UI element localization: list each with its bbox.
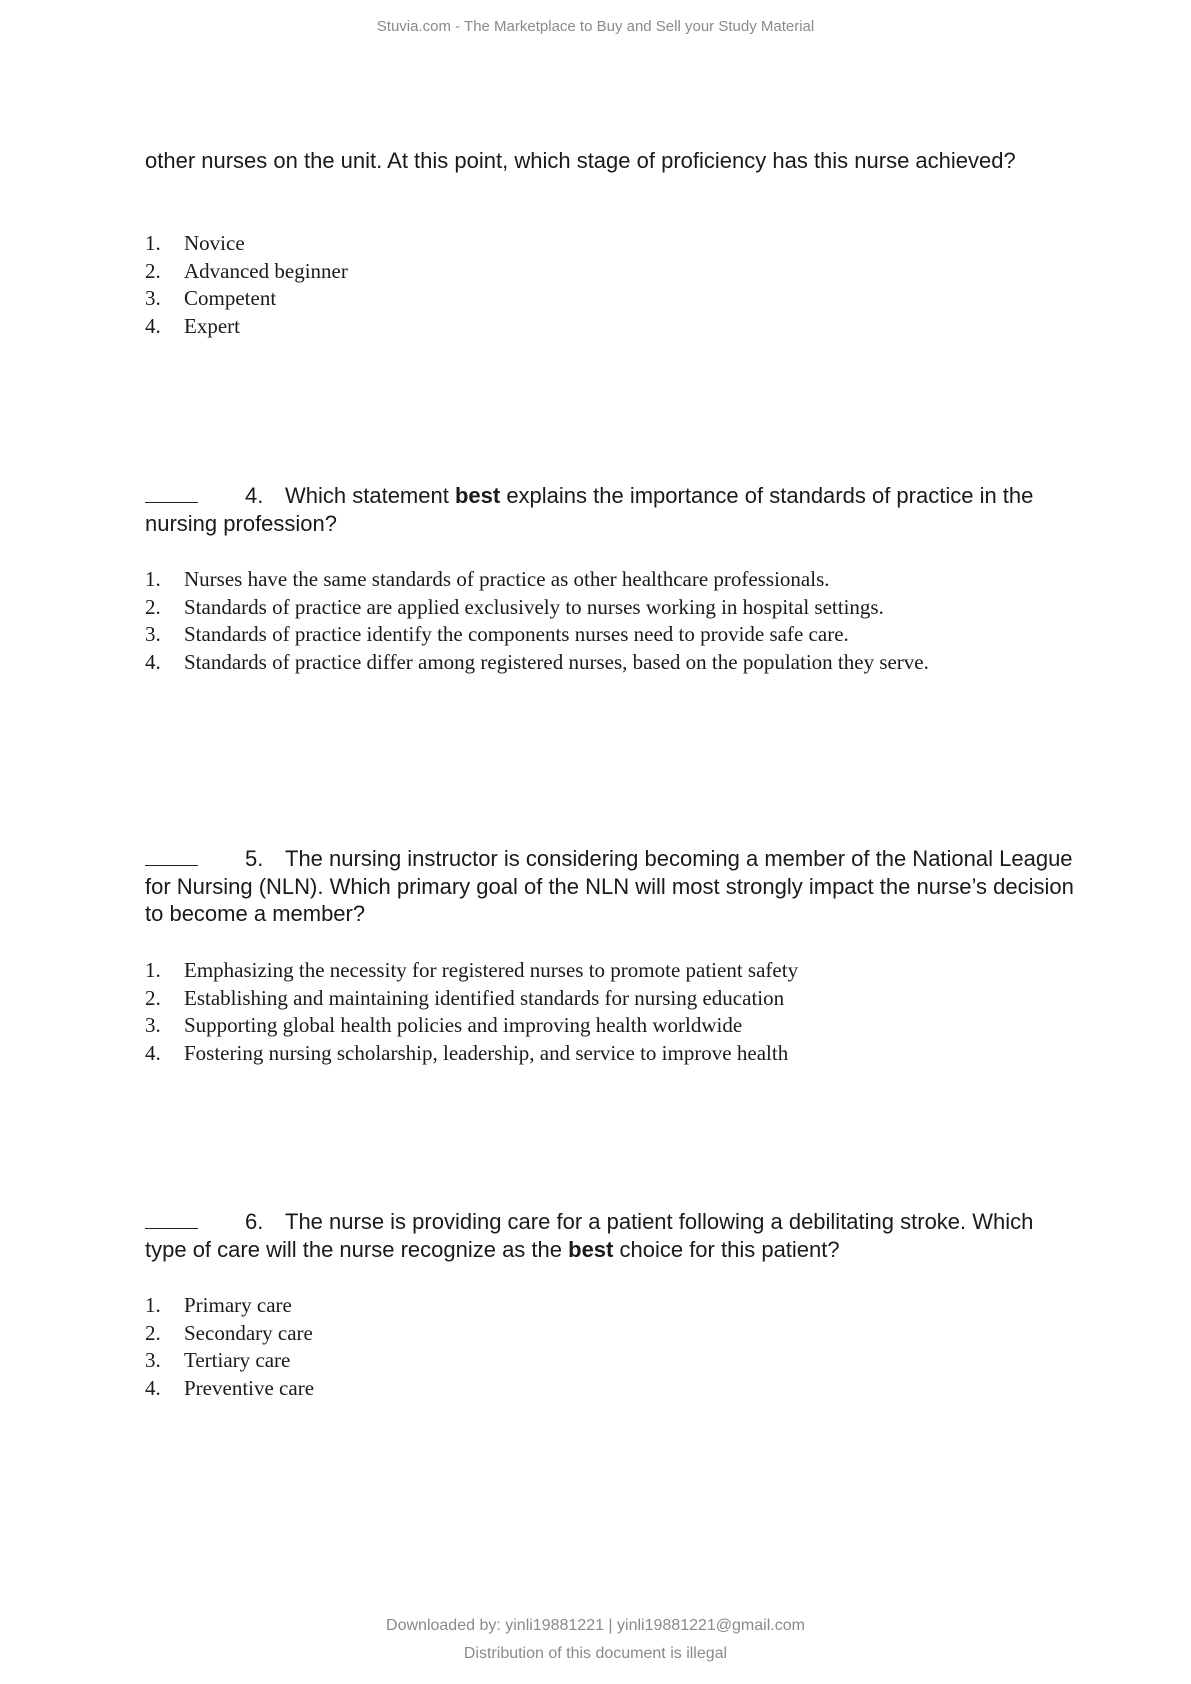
option: 2. Establishing and maintaining identified standards for nursing education bbox=[145, 985, 785, 1010]
question-5: 5. The nursing instructor is considering becoming a member of the National League for Nursing (NLN). Which primary goal of the NLN will most strongly impact the nurse’s decision to become a member? bbox=[145, 846, 1074, 926]
answer-blank bbox=[145, 1208, 198, 1229]
options-list-q3 bbox=[145, 230, 1005, 340]
option: 3. Tertiary care bbox=[145, 1348, 291, 1373]
option: 3. Supporting global health policies and improving health worldwide bbox=[145, 1013, 743, 1038]
option: 3. Competent bbox=[145, 286, 277, 311]
option: 2. Advanced beginner bbox=[145, 258, 348, 283]
answer-blank bbox=[145, 482, 198, 503]
option: 1. Emphasizing the necessity for registered nurses to promote patient safety bbox=[145, 958, 799, 982]
question-4: 4. Which statement best explains the importance of standards of practice in the nursing profession? bbox=[145, 483, 1034, 536]
footer-legal-notice: Distribution of this document is illegal bbox=[463, 1645, 728, 1662]
option: 2. Standards of practice are applied exclusively to nurses working in hospital settings. bbox=[145, 594, 884, 619]
question-6: 6. The nurse is providing care for a patient following a debilitating stroke. Which type of care will the nurse recognize as the best choice for this patient? bbox=[145, 1209, 1034, 1262]
options-list-q5 bbox=[145, 957, 1005, 1067]
option: 2. Secondary care bbox=[145, 1320, 313, 1345]
options-list-q4 bbox=[145, 566, 1005, 676]
page-header: Stuvia.com - The Marketplace to Buy and Sell your Study Material bbox=[376, 18, 815, 35]
option: 4. Preventive care bbox=[145, 1375, 315, 1400]
option: 1. Nurses have the same standards of practice as other healthcare professionals. bbox=[145, 567, 830, 591]
option: 4. Standards of practice differ among registered nurses, based on the population they serve. bbox=[145, 649, 929, 674]
option: 4. Expert bbox=[145, 313, 240, 338]
option: 3. Standards of practice identify the components nurses need to provide safe care. bbox=[145, 622, 849, 647]
option: 1. Primary care bbox=[145, 1293, 292, 1317]
option: 1. Novice bbox=[145, 231, 245, 255]
footer-downloaded-by: Downloaded by: yinli19881221 | yinli19881221@gmail.com bbox=[386, 1617, 805, 1634]
answer-blank bbox=[145, 845, 198, 866]
options-list-q6 bbox=[145, 1292, 1005, 1402]
option: 4. Fostering nursing scholarship, leadership, and service to improve health bbox=[145, 1040, 789, 1065]
question-continued-text: other nurses on the unit. At this point, which stage of proficiency has this nurse achieved? bbox=[145, 148, 1016, 173]
